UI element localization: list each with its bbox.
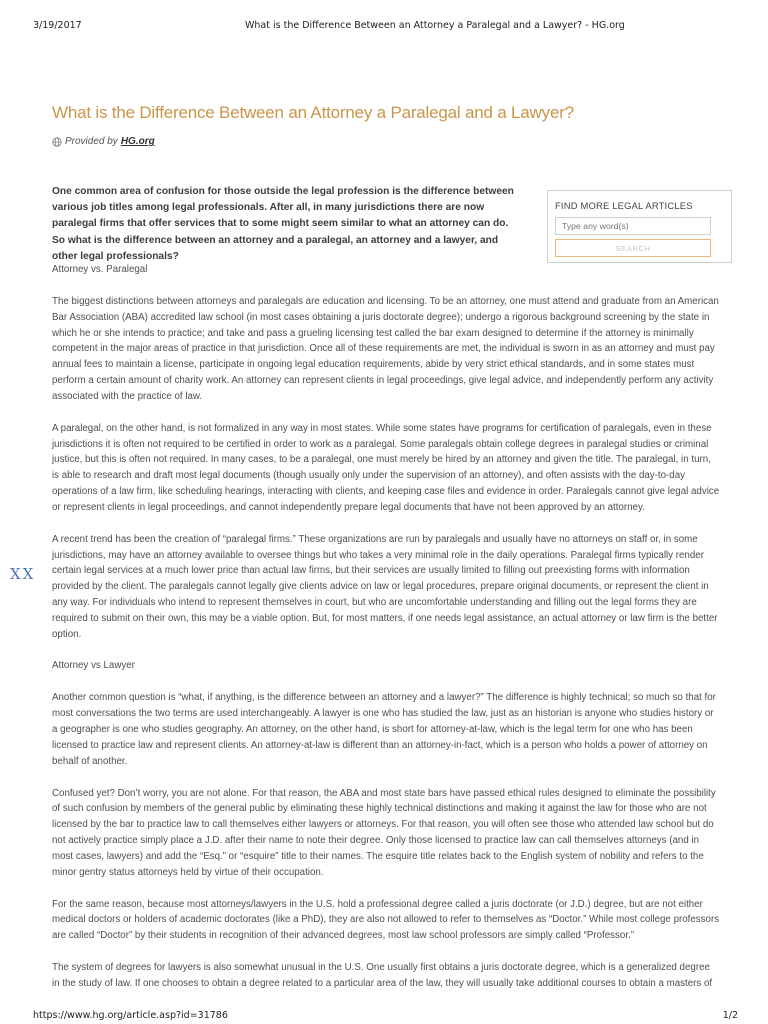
intro-paragraph: One common area of confusion for those outside the legal profession is the difference between various job titles among legal professionals. After all, in many jurisdictions there are now paralegal firms that offer services that to some might seem similar to what an attorney can do. So what is the difference between an attorney and a paralegal, an attorney and a lawyer, and other legal professionals? xyxy=(52,186,514,262)
page-number: 1/2 xyxy=(722,1010,738,1021)
margin-mark: XX xyxy=(10,565,36,583)
search-widget xyxy=(547,190,732,263)
globe-icon xyxy=(52,137,62,147)
paragraph: Another common question is “what, if anything, is the difference between an attorney and a lawyer?” The difference is highly technical; so much so that for most conversations the two terms are used interchangeably. A lawyer is one who has studied the law, just as an historian is anyone who studies history or a geographer is one who studies geography. An attorney, on the other hand, is short for attorney-at-law, which is the legal term for one who has been licensed to practice law and represent clients. An attorney-at-law is different than an attorney-in-fact, which is a person who holds a power of attorney on behalf of another. xyxy=(52,692,716,767)
article-body xyxy=(52,262,720,1008)
print-date: 3/19/2017 xyxy=(33,20,82,31)
paragraph: The system of degrees for lawyers is also somewhat unusual in the U.S. One usually first obtains a juris doctorate degree, which is a generalized degree in the study of law. If one chooses to obtain a degree related to a particular area of the law, they will usually take additional courses to obtain a masters of xyxy=(52,962,713,989)
paragraph: A paralegal, on the other hand, is not formalized in any way in most states. While some states have programs for certification of paralegals, even in these jurisdictions it is often not required to be certified in order to work as a paralegal. Some paralegals obtain college degrees in paralegal studies or criminal justice, but this is often not required. In many cases, to be a paralegal, one must merely be hired by an attorney and given the title. The paralegal, in turn, is able to research and draft most legal documents (though usually only under the supervision of an attorney), and often assists with the day-to-day operations of a law firm, like scheduling hearings, interacting with clients, and keeping case files and evidence in order. Paralegals cannot give legal advice or represent clients in legal proceedings, and cannot independently prepare legal documents that have not been approved by an attorney. xyxy=(52,422,720,513)
subheading-attorney-vs-lawyer: Attorney vs Lawyer xyxy=(52,660,135,672)
search-button[interactable]: SEARCH xyxy=(555,239,711,257)
search-widget-heading: FIND MORE LEGAL ARTICLES xyxy=(555,200,693,211)
provider-line xyxy=(52,136,155,147)
provided-by-label: Provided by xyxy=(65,136,118,147)
paragraph: Confused yet? Don’t worry, you are not alone. For that reason, the ABA and most state bars have passed ethical rules designed to eliminate the possibility of such confusion by members of the general public by eliminating these highly technical distinctions and making it against the law for those who are not licensed by the bar to practice law to call themselves either lawyers or attorneys. For that reason, you will often see those who attended law school but do not actively practice simply place a J.D. after their name to note their degree. Only those licensed to practice law can call themselves attorneys (and in most cases, lawyers) and add the “Esq.” or “esquire” title to their names. The esquire title relates back to the English system of nobility and refers to the minor gentry status attorneys held by virtue of their occupation. xyxy=(52,787,716,878)
search-input[interactable] xyxy=(555,217,711,235)
paragraph: A recent trend has been the creation of “paralegal firms.” These organizations are run by paralegals and usually have no attorneys on staff or, in some jurisdictions, may have an attorney available to oversee things but who takes a very minimal role in the daily operations. Paralegal firms typically render certain legal services at a much lower price than actual law firms, but their services are usually limited to filling out preexisting forms with information provided by the client. The paralegals cannot legally give clients advice on law or legal procedures, prepare original documents, or represent the client in any way. For individuals who intend to represent themselves in court, but who are uncomfortable understanding and filling out the legal forms they are required to submit on their own, this may be a viable option. But, for most matters, if one needs legal assistance, an actual attorney or law firm is the better option. xyxy=(52,533,718,640)
print-doc-title: What is the Difference Between an Attorney a Paralegal and a Lawyer? - HG.org xyxy=(245,20,625,31)
paragraph: The biggest distinctions between attorneys and paralegals are education and licensing. To be an attorney, one must attend and graduate from an American Bar Association (ABA) accredited law school (in most cases obtaining a juris doctorate degree); undergo a rigorous background screening by the state in which he or she intends to practice; and take and pass a grueling licensing test called the bar exam designed to determine if the attorney is minimally competent in the major areas of practice in that jurisdiction. Once all of these requirements are met, the individual is sworn in as an attorney and must pay annual fees to maintain a license, participate in ongoing legal education requirements, abide by very strict ethical standards, and in some states must perform a certain amount of charity work. An attorney can represent clients in legal proceedings, give legal advice, and independently perform any activity associated with the practice of law. xyxy=(52,295,719,402)
subheading-attorney-vs-paralegal: Attorney vs. Paralegal xyxy=(52,264,148,275)
print-url: https://www.hg.org/article.asp?id=31786 xyxy=(33,1010,228,1021)
article-title: What is the Difference Between an Attorney a Paralegal and a Lawyer? xyxy=(52,103,574,122)
provider-link[interactable]: HG.org xyxy=(120,136,155,147)
paragraph: For the same reason, because most attorneys/lawyers in the U.S. hold a professional degree called a juris doctorate (or J.D.) degree, but are not either medical doctors or holders of academic doctorates (like a PhD), they are also not allowed to refer to themselves as “Doctor.” While most college professors are called “Doctor” by their students in recognition of their advanced degrees, most law school professors are simply called “Professor.” xyxy=(52,898,720,942)
